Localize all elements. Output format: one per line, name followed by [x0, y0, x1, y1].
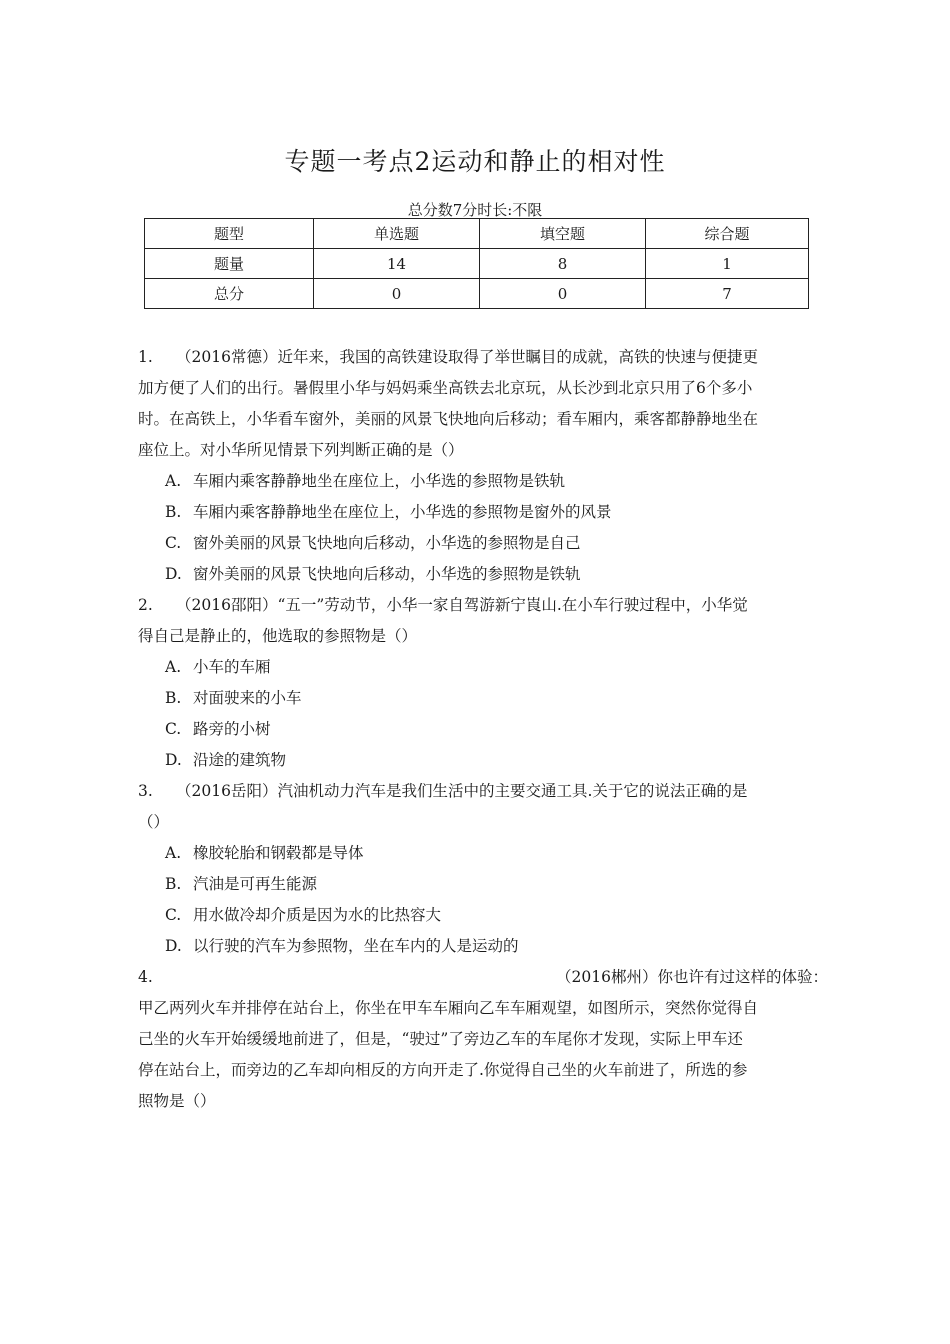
question-3-stem	[138, 776, 828, 838]
option-letter: D.	[165, 565, 182, 583]
option-letter: B.	[165, 689, 182, 707]
page-subtitle: 总分数7分时长:不限	[407, 201, 543, 219]
table-cell: 7	[646, 279, 809, 309]
question-line: 2. （2016邵阳）“五一”劳动节，小华一家自驾游新宁崀山.在小车行驶过程中，小华觉	[138, 596, 748, 614]
question-1-option-a[interactable]	[165, 466, 565, 497]
question-3-option-d[interactable]	[165, 931, 519, 962]
page-title: 专题一考点2运动和静止的相对性	[284, 147, 666, 176]
question-line: （）	[138, 813, 170, 831]
option-letter: B.	[165, 875, 182, 893]
question-3-option-c[interactable]	[165, 900, 441, 931]
option-letter: D.	[165, 937, 182, 955]
option-text: 对面驶来的小车	[193, 689, 302, 707]
option-letter: A.	[165, 472, 182, 490]
question-line: 得自己是静止的，他选取的参照物是（）	[138, 627, 418, 645]
option-text: 车厢内乘客静静地坐在座位上，小华选的参照物是铁轨	[193, 472, 566, 490]
question-line: 甲乙两列火车并排停在站台上，你坐在甲车车厢向乙车车厢观望，如图所示，突然你觉得自	[138, 999, 759, 1017]
option-text: 窗外美丽的风景飞快地向后移动，小华选的参照物是铁轨	[193, 565, 581, 583]
option-letter: A.	[165, 844, 182, 862]
question-line: 己坐的火车开始缓缓地前进了，但是，“驶过”了旁边乙车的车尾你才发现，实际上甲车还	[138, 1030, 743, 1048]
question-2-option-d[interactable]	[165, 745, 286, 776]
question-2-option-c[interactable]	[165, 714, 271, 745]
question-line: 3. （2016岳阳）汽油机动力汽车是我们生活中的主要交通工具.关于它的说法正确的是	[138, 782, 748, 800]
table-header-cell: 题型	[145, 219, 314, 249]
table-row	[145, 279, 809, 309]
question-2-stem	[138, 590, 828, 652]
table-header-cell: 单选题	[314, 219, 480, 249]
option-text: 以行驶的汽车为参照物，坐在车内的人是运动的	[193, 937, 519, 955]
option-text: 汽油是可再生能源	[193, 875, 318, 893]
question-source: （2016郴州）你也许有过这样的体验：	[556, 968, 828, 986]
table-cell: 题量	[145, 249, 314, 279]
option-text: 车厢内乘客静静地坐在座位上，小华选的参照物是窗外的风景	[193, 503, 612, 521]
option-text: 用水做冷却介质是因为水的比热容大	[193, 906, 442, 924]
question-line: 时。在高铁上，小华看车窗外，美丽的风景飞快地向后移动；看车厢内，乘客都静静地坐在	[138, 410, 759, 428]
summary-table	[144, 218, 809, 309]
question-line: 加方便了人们的出行。暑假里小华与妈妈乘坐高铁去北京玩，从长沙到北京只用了6个多小	[138, 379, 753, 397]
question-1-option-c[interactable]	[165, 528, 581, 559]
table-cell: 总分	[145, 279, 314, 309]
option-text: 路旁的小树	[193, 720, 271, 738]
question-2-option-a[interactable]	[165, 652, 271, 683]
table-cell: 0	[314, 279, 480, 309]
question-number: 4.	[138, 968, 153, 986]
table-cell: 1	[646, 249, 809, 279]
table-cell: 0	[480, 279, 646, 309]
question-1-stem	[138, 342, 828, 466]
question-line: 座位上。对小华所见情景下列判断正确的是（）	[138, 441, 464, 459]
question-1-option-d[interactable]	[165, 559, 581, 590]
option-letter: B.	[165, 503, 182, 521]
option-letter: A.	[165, 658, 182, 676]
table-cell: 14	[314, 249, 480, 279]
option-text: 小车的车厢	[193, 658, 271, 676]
question-line: 1. （2016常德）近年来，我国的高铁建设取得了举世瞩目的成就，高铁的快速与便捷更	[138, 348, 758, 366]
question-3-option-b[interactable]	[165, 869, 317, 900]
option-text: 橡胶轮胎和钢毂都是导体	[193, 844, 364, 862]
option-letter: D.	[165, 751, 182, 769]
option-letter: C.	[165, 534, 182, 552]
table-cell: 8	[480, 249, 646, 279]
option-text: 沿途的建筑物	[193, 751, 287, 769]
option-text: 窗外美丽的风景飞快地向后移动，小华选的参照物是自己	[193, 534, 581, 552]
question-1-option-b[interactable]	[165, 497, 612, 528]
table-header-row	[145, 219, 809, 249]
option-letter: C.	[165, 906, 182, 924]
question-line: 照物是（）	[138, 1092, 216, 1110]
question-line: 停在站台上，而旁边的乙车却向相反的方向开走了.你觉得自己坐的火车前进了，所选的参	[138, 1061, 748, 1079]
option-letter: C.	[165, 720, 182, 738]
table-header-cell: 综合题	[646, 219, 809, 249]
question-2-option-b[interactable]	[165, 683, 302, 714]
question-first-line	[138, 962, 828, 993]
question-3-option-a[interactable]	[165, 838, 364, 869]
table-header-cell: 填空题	[480, 219, 646, 249]
table-row	[145, 249, 809, 279]
question-4-stem	[138, 962, 828, 1117]
